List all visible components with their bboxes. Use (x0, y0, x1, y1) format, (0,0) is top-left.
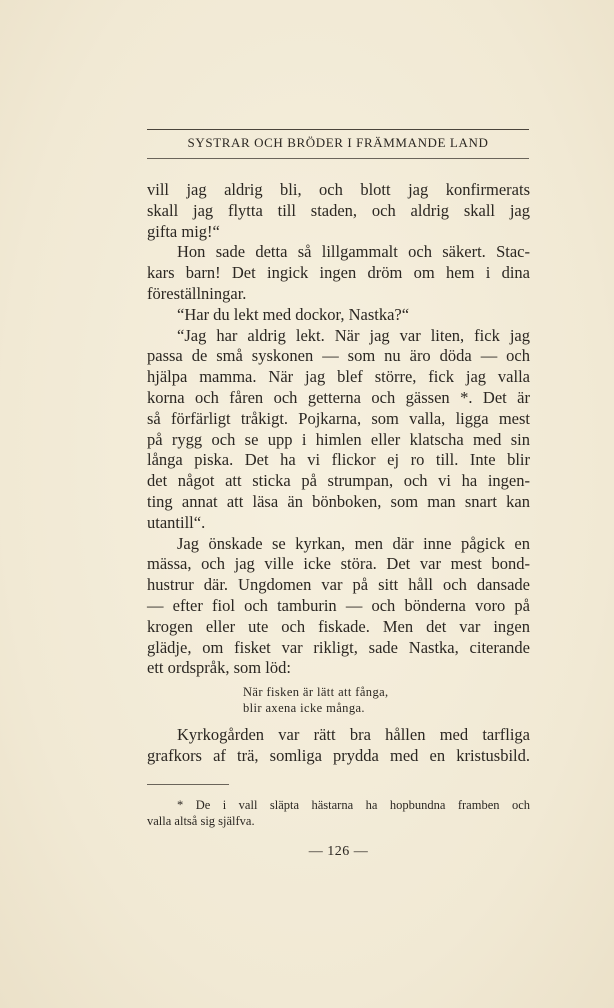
text-line: krogen eller ute och fiskade. Men det var ingen (147, 616, 530, 636)
text-line: passa de små syskonen — som nu äro döda — och (147, 346, 530, 366)
footnote (147, 797, 530, 829)
text-line: korna och fåren och getterna och gässen *. Det är (147, 387, 530, 407)
text-line: det något att sticka på strumpan, och vi ha ingen- (147, 471, 530, 491)
text-line: “Jag har aldrig lekt. När jag var liten, fick jag (177, 325, 530, 345)
quoted-verse (243, 684, 389, 716)
text-line: gifta mig!“ (147, 221, 220, 241)
text-line: hjälpa mamma. När jag blef större, fick jag valla (147, 367, 530, 387)
verse-line: blir axena icke många. (243, 701, 365, 715)
text-line: Hon sade detta så lillgammalt och säkert. Stac- (177, 242, 530, 262)
footnote-line: valla altså sig själfva. (147, 814, 255, 828)
running-head: SYSTRAR OCH BRÖDER I FRÄMMANDE LAND (187, 135, 489, 150)
text-line: grafkors af trä, somliga prydda med en kristusbild. (147, 745, 530, 765)
text-line: kars barn! Det ingick ingen dröm om hem i dina (147, 263, 530, 283)
text-line: hustrur där. Ungdomen var på sitt håll och dansade (147, 575, 530, 595)
text-line: — efter fiol och tamburin — och bönderna voro på (147, 595, 530, 615)
body-text (147, 180, 530, 679)
text-line: utantill“. (147, 512, 206, 532)
text-line: Jag önskade se kyrkan, men där inne pågick en (177, 533, 530, 553)
body-text-continued (147, 725, 530, 767)
text-line: Kyrkogården var rätt bra hållen med tarfliga (177, 725, 530, 744)
text-line: skall jag flytta till staden, och aldrig skall jag (147, 200, 530, 220)
text-line: på rygg och se upp i himlen eller klatscha med sin (147, 429, 530, 449)
text-line: glädje, om fisket var rikligt, sade Nastka, citerande (147, 637, 530, 657)
header-rule-top (147, 129, 529, 130)
header-rule-bottom (147, 158, 529, 159)
text-line: mässa, och jag ville icke störa. Det var mest bond- (147, 554, 530, 574)
text-line: så förfärligt tråkigt. Pojkarna, som valla, ligga mest (147, 408, 530, 428)
footnote-rule (147, 784, 229, 785)
text-line: “Har du lekt med dockor, Nastka?“ (177, 304, 410, 324)
verse-line: När fisken är lätt att fånga, (243, 685, 389, 699)
text-line: föreställningar. (147, 283, 247, 303)
text-line: ett ordspråk, som löd: (147, 658, 291, 678)
text-line: långa piska. Det ha vi flickor ej ro till. Inte blir (147, 450, 530, 470)
text-line: ting annat att läsa än bönboken, som man snart kan (147, 491, 530, 511)
footnote-line: * De i vall släpta hästarna ha hopbundna framben och (177, 798, 530, 812)
text-line: vill jag aldrig bli, och blott jag konfirmerats (147, 180, 530, 199)
page-number: — 126 — (308, 844, 369, 859)
